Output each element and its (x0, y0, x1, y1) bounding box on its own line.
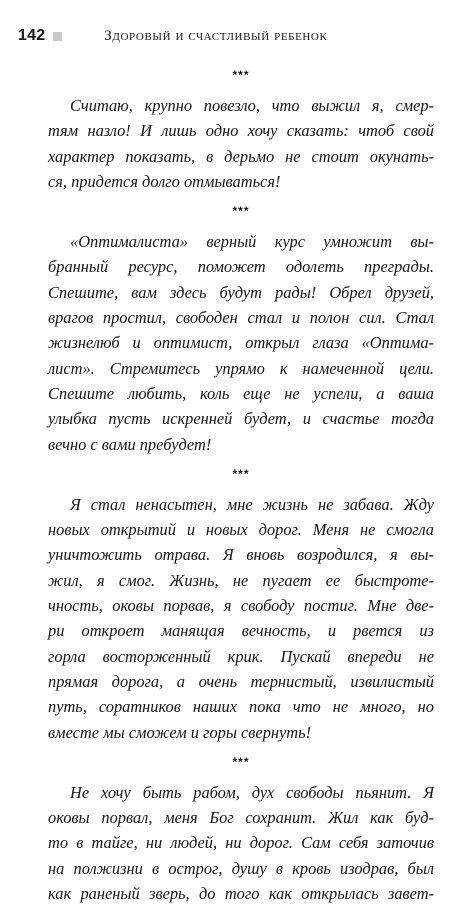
stanza-separator: *** (232, 68, 250, 82)
stanza-line: чность, оковы порвав, я свободу постиг. Мне две- (48, 596, 434, 616)
stanza-line: жил, я смог. Жизнь, не пугает ее быстроте- (48, 570, 434, 590)
stanza-line: новых открытий и новых дорог. Меня не смогла (48, 520, 434, 540)
running-head: Здоровый и счастливый ребенок (104, 27, 328, 44)
stanza-line: Не хочу быть рабом, дух свободы пьянит. Я (70, 782, 434, 802)
stanza (48, 780, 434, 906)
stanza-line: жизнелюб и оптимист, открыл глаза «Оптима- (48, 333, 434, 353)
stanza-line: тям назло! И лишь одно хочу сказать: чтоб свой (48, 121, 434, 141)
stanza-line: вечно с вами пребудет! (48, 434, 212, 454)
stanza-line: как раненый зверь, до того как открылась завет- (48, 884, 434, 904)
stanza-line: Спешите, вам здесь будут рады! Обрел друзей, (48, 282, 434, 302)
stanza-line: Я стал ненасытен, мне жизнь не забава. Жду (70, 494, 434, 514)
stanza-line: Спешите любить, коль еще не успели, а ваша (48, 383, 434, 403)
stanza-line: вместе мы сможем и горы свернуть! (48, 722, 312, 742)
page-marker-square (53, 32, 62, 41)
stanza-line: уничтожить отрава. Я вновь возродился, я вы- (48, 545, 434, 565)
stanza-line: ри откроет манящая вечность, и рвется из (48, 621, 434, 641)
stanza (48, 229, 434, 457)
stanza-line: Считаю, крупно повезло, что выжил я, смер- (70, 96, 434, 115)
stanza (48, 93, 434, 194)
stanza-line: ся, придется долго отмываться! (48, 171, 281, 191)
stanza-line: то в тайге, ни людей, ни дорог. Сам себя заточив (48, 833, 434, 853)
stanza-line: путь, соратников наших пока что не много, но (48, 697, 434, 717)
stanza-line: характер показать, в дерьмо не стоит окунать- (48, 146, 434, 166)
stanza-line: бранный ресурс, поможет одолеть преграды. (48, 257, 434, 277)
stanza-line: улыбка пусть искренней будет, и счастье тогда (48, 409, 434, 429)
stanza-line: лист». Стремитесь упрямо к намеченной цели. (48, 358, 434, 378)
page-number: 142 (18, 27, 46, 44)
stanza-separator: *** (232, 754, 250, 769)
page-header (18, 24, 450, 48)
stanza-line: врагов простил, свободен стал и полон сил. Стал (48, 308, 434, 328)
stanza (48, 492, 434, 745)
stanza-line: на полжизни в острог, душу в кровь изодрав, был (48, 858, 434, 878)
stanza-line: «Оптималиста» верный курс умножит вы- (70, 232, 434, 252)
stanza-separator: *** (232, 466, 250, 481)
stanza-line: прямая дорога, а очень тернистый, извилистый (48, 671, 434, 691)
page-body (48, 66, 434, 906)
stanza-line: оковы порвал, меня Бог сохранит. Жил как буд- (48, 808, 434, 828)
stanza-separator: *** (232, 204, 250, 219)
stanza-line: горла восторженный крик. Пускай впереди не (48, 646, 434, 666)
